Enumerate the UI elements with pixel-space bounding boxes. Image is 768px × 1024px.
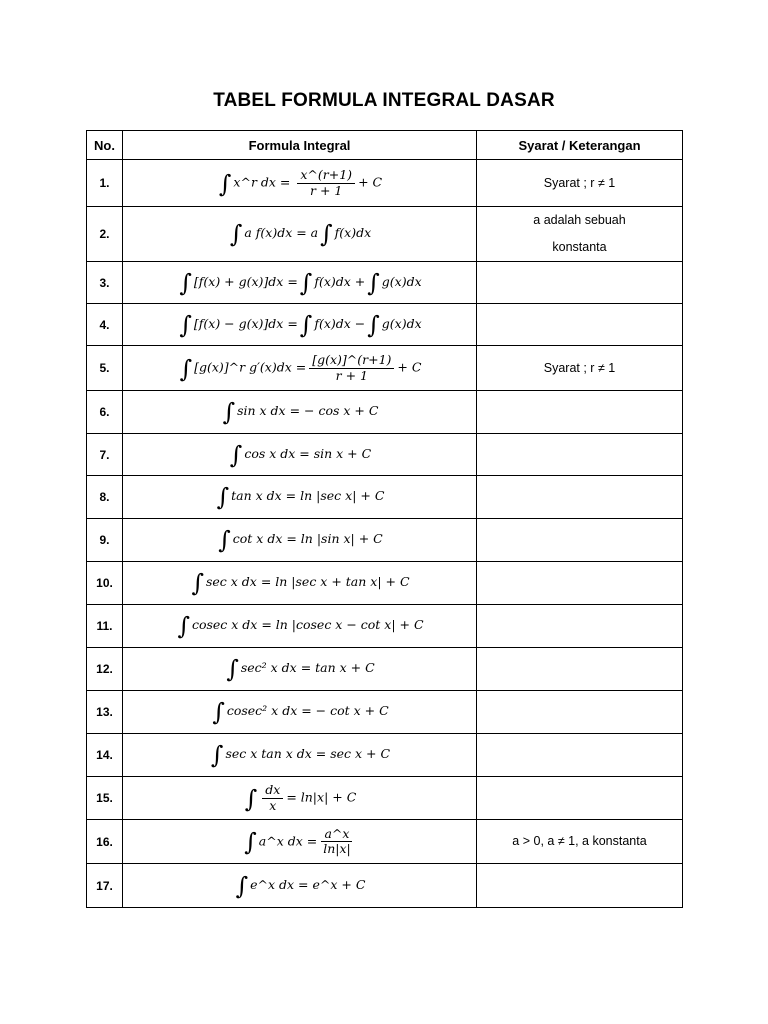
integral-sign-icon: ∫ <box>179 354 193 383</box>
fraction-denominator: ln|x| <box>323 841 351 856</box>
note-cell <box>477 519 683 562</box>
note-cell <box>477 777 683 820</box>
formula-cell <box>123 648 477 691</box>
row-number: 5. <box>87 346 123 391</box>
integral-sign-icon: ∫ <box>222 398 236 426</box>
formula-lhs: tan x dx = ln |sec x| + C <box>231 488 385 503</box>
formula-lhs: sin x dx = − cos x + C <box>237 403 379 418</box>
table-row <box>87 346 683 391</box>
table-row <box>87 777 683 820</box>
formula-rhs: g(x)dx <box>381 315 422 331</box>
note-cell <box>477 562 683 605</box>
formula-cell <box>123 207 477 262</box>
formula-cell <box>123 346 477 391</box>
row-number: 9. <box>87 519 123 562</box>
table-row <box>87 691 683 734</box>
row-number: 16. <box>87 820 123 864</box>
integral-sign-icon: ∫ <box>320 220 333 248</box>
header-note: Syarat / Keterangan <box>477 131 683 160</box>
note-cell: a > 0, a ≠ 1, a konstanta <box>477 820 683 864</box>
note-cell <box>477 691 683 734</box>
note-cell <box>477 262 683 304</box>
integral-sign-icon: ∫ <box>367 310 380 339</box>
integral-sign-icon: ∫ <box>191 569 204 597</box>
table-row <box>87 605 683 648</box>
integral-sign-icon: ∫ <box>299 310 313 339</box>
table-row <box>87 391 683 434</box>
formula-cell <box>123 391 477 434</box>
note-cell <box>477 864 683 908</box>
formula-cell <box>123 519 477 562</box>
formula-lhs: sec x tan x dx = sec x + C <box>225 746 391 761</box>
note-cell <box>477 476 683 519</box>
header-no: No. <box>87 131 123 160</box>
row-number: 14. <box>87 734 123 777</box>
formula-lhs: a^x dx = <box>258 833 318 848</box>
row-number: 1. <box>87 160 123 207</box>
formula-lhs: cosec² x dx = − cot x + C <box>226 703 389 718</box>
table-row <box>87 434 683 476</box>
integral-sign-icon: ∫ <box>216 483 230 511</box>
integral-sign-icon: ∫ <box>218 169 232 198</box>
row-number: 4. <box>87 304 123 346</box>
table-row <box>87 519 683 562</box>
row-number: 10. <box>87 562 123 605</box>
integral-sign-icon: ∫ <box>226 655 239 683</box>
table-row <box>87 820 683 864</box>
fraction-numerator: x^(r+1) <box>297 168 355 183</box>
table-row <box>87 262 683 304</box>
formula-cell <box>123 605 477 648</box>
formula-cell <box>123 691 477 734</box>
fraction-denominator: x <box>269 797 277 813</box>
note-cell <box>477 648 683 691</box>
formula-cell <box>123 434 477 476</box>
integral-sign-icon: ∫ <box>212 698 225 726</box>
formula-lhs: cosec x dx = ln |cosec x − cot x| + C <box>191 617 424 632</box>
table-header-row <box>87 131 683 160</box>
integral-sign-icon: ∫ <box>229 440 243 469</box>
formula-mid: f(x)dx − <box>314 315 366 331</box>
note-cell <box>477 734 683 777</box>
formula-lhs: [f(x) − g(x)]dx = <box>193 315 298 331</box>
row-number: 12. <box>87 648 123 691</box>
table-row <box>87 476 683 519</box>
formula-lhs: [f(x) + g(x)]dx = <box>193 273 298 289</box>
table-row <box>87 160 683 207</box>
row-number: 3. <box>87 262 123 304</box>
formula-lhs: sec² x dx = tan x + C <box>240 660 375 675</box>
formula-cell <box>123 476 477 519</box>
row-number: 11. <box>87 605 123 648</box>
formula-lhs: a f(x)dx = a <box>244 225 319 240</box>
integral-sign-icon: ∫ <box>177 612 190 640</box>
row-number: 17. <box>87 864 123 908</box>
formula-cell: ∫ x^r dx = $\frac{x\^{}(r+1)}{r + 1}$ + C <box>123 160 477 207</box>
integral-sign-icon: ∫ <box>244 828 257 856</box>
fraction <box>297 168 355 198</box>
fraction-numerator: dx <box>262 783 283 798</box>
note-cell: Syarat ; r ≠ 1 <box>477 346 683 391</box>
formula-tail: + C <box>358 174 383 190</box>
note-cell <box>477 434 683 476</box>
fraction <box>309 353 394 383</box>
formula-cell <box>123 777 477 820</box>
table-row <box>87 648 683 691</box>
row-number: 15. <box>87 777 123 820</box>
formula-cell <box>123 304 477 346</box>
formula-cell <box>123 734 477 777</box>
row-number: 8. <box>87 476 123 519</box>
fraction-numerator: [g(x)]^(r+1) <box>309 353 394 368</box>
fraction-denominator: r + 1 <box>310 182 343 198</box>
integral-sign-icon: ∫ <box>179 310 192 339</box>
formula-lhs: sec x dx = ln |sec x + tan x| + C <box>206 574 410 589</box>
fraction-denominator: r + 1 <box>335 367 368 383</box>
formula-cell <box>123 262 477 304</box>
integral-sign-icon: ∫ <box>218 526 231 554</box>
integral-sign-icon: ∫ <box>179 268 192 297</box>
table-row <box>87 734 683 777</box>
page-title: TABEL FORMULA INTEGRAL DASAR <box>213 90 555 111</box>
formula-table <box>86 130 683 908</box>
formula-tail: = ln|x| + C <box>286 789 357 805</box>
row-number: 6. <box>87 391 123 434</box>
header-formula: Formula Integral <box>123 131 477 160</box>
note-cell <box>477 304 683 346</box>
integral-sign-icon: ∫ <box>229 220 243 248</box>
integral-sign-icon: ∫ <box>235 871 249 900</box>
integral-sign-icon: ∫ <box>299 268 313 297</box>
row-number: 13. <box>87 691 123 734</box>
note-cell: Syarat ; r ≠ 1 <box>477 160 683 207</box>
table-row <box>87 207 683 262</box>
formula-mid: f(x)dx + <box>314 273 366 289</box>
note-cell <box>477 605 683 648</box>
formula-lhs: e^x dx = e^x + C <box>250 876 366 892</box>
integral-sign-icon: ∫ <box>244 784 258 813</box>
table-row <box>87 304 683 346</box>
fraction <box>320 827 354 857</box>
note-cell <box>477 391 683 434</box>
formula-rhs: f(x)dx <box>334 225 372 240</box>
integral-sign-icon: ∫ <box>210 741 224 769</box>
formula-cell <box>123 864 477 908</box>
formula-tail: + C <box>397 359 422 375</box>
formula-cell <box>123 562 477 605</box>
note-cell: a adalah sebuah konstanta <box>477 207 683 262</box>
fraction <box>262 783 283 813</box>
table-row <box>87 864 683 908</box>
table-row <box>87 562 683 605</box>
formula-lhs: cos x dx = sin x + C <box>244 445 372 461</box>
formula-lhs: [g(x)]^r g′(x)dx = <box>194 359 307 375</box>
formula-rhs: g(x)dx <box>381 273 422 289</box>
integral-sign-icon: ∫ <box>367 268 380 297</box>
formula-cell <box>123 820 477 864</box>
row-number: 2. <box>87 207 123 262</box>
formula-lhs: x^r dx <box>233 174 276 190</box>
row-number: 7. <box>87 434 123 476</box>
fraction-numerator: a^x <box>321 827 352 842</box>
formula-lhs: cot x dx = ln |sin x| + C <box>232 531 383 546</box>
